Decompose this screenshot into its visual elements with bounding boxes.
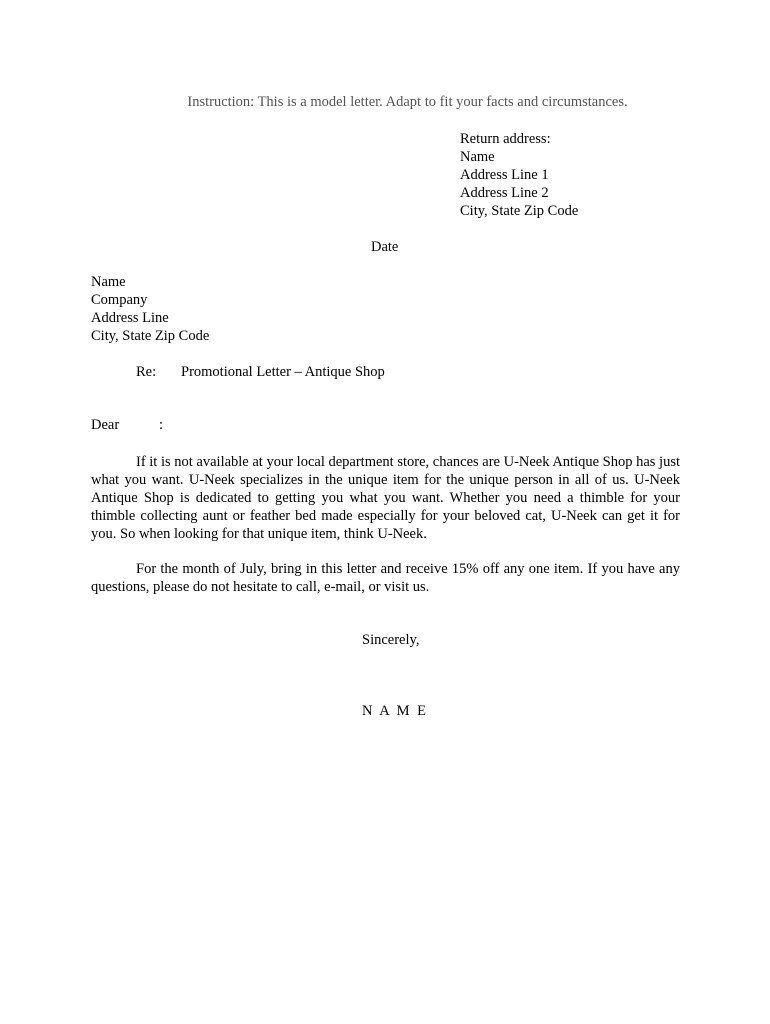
salutation-word: Dear [91,417,120,433]
date-line: Date [371,239,399,255]
re-subject: Promotional Letter – Antique Shop [181,364,385,380]
return-address-city: City, State Zip Code [460,203,579,219]
salutation-colon: : [159,417,164,433]
return-address-name: Name [460,149,495,165]
recipient-company: Company [91,292,148,308]
body-paragraph-2 [91,560,680,596]
recipient-name: Name [91,274,126,290]
instruction-text: Instruction: This is a model letter. Adapt to fit your facts and circumstances. [187,94,628,110]
body-paragraph-1 [91,453,680,543]
closing: Sincerely, [362,632,420,648]
return-address-line1: Address Line 1 [460,167,549,183]
body-paragraph-2-text: For the month of July, bring in this letter and receive 15% off any one item. If you have any questions, please do not hesitate to call, e-mail, or visit us. [91,561,680,595]
signature-name: N A M E [362,703,428,719]
return-address-label: Return address: [460,131,551,147]
body-paragraph-1-text: If it is not available at your local department store, chances are U-Neek Antique Shop has just what you want. U-Neek specializes in the unique item for the unique person in all of us. U-Neek Antique Shop is dedicated to getting you what you want. Whether you need a thimble for your thimble collecting aunt or feather bed made especially for your beloved cat, U-Neek can get it for you. So when looking for that unique item, think U-Neek. [91,454,680,542]
re-label: Re: [136,364,157,380]
recipient-address: Address Line [91,310,169,326]
recipient-city: City, State Zip Code [91,328,210,344]
return-address-line2: Address Line 2 [460,185,549,201]
